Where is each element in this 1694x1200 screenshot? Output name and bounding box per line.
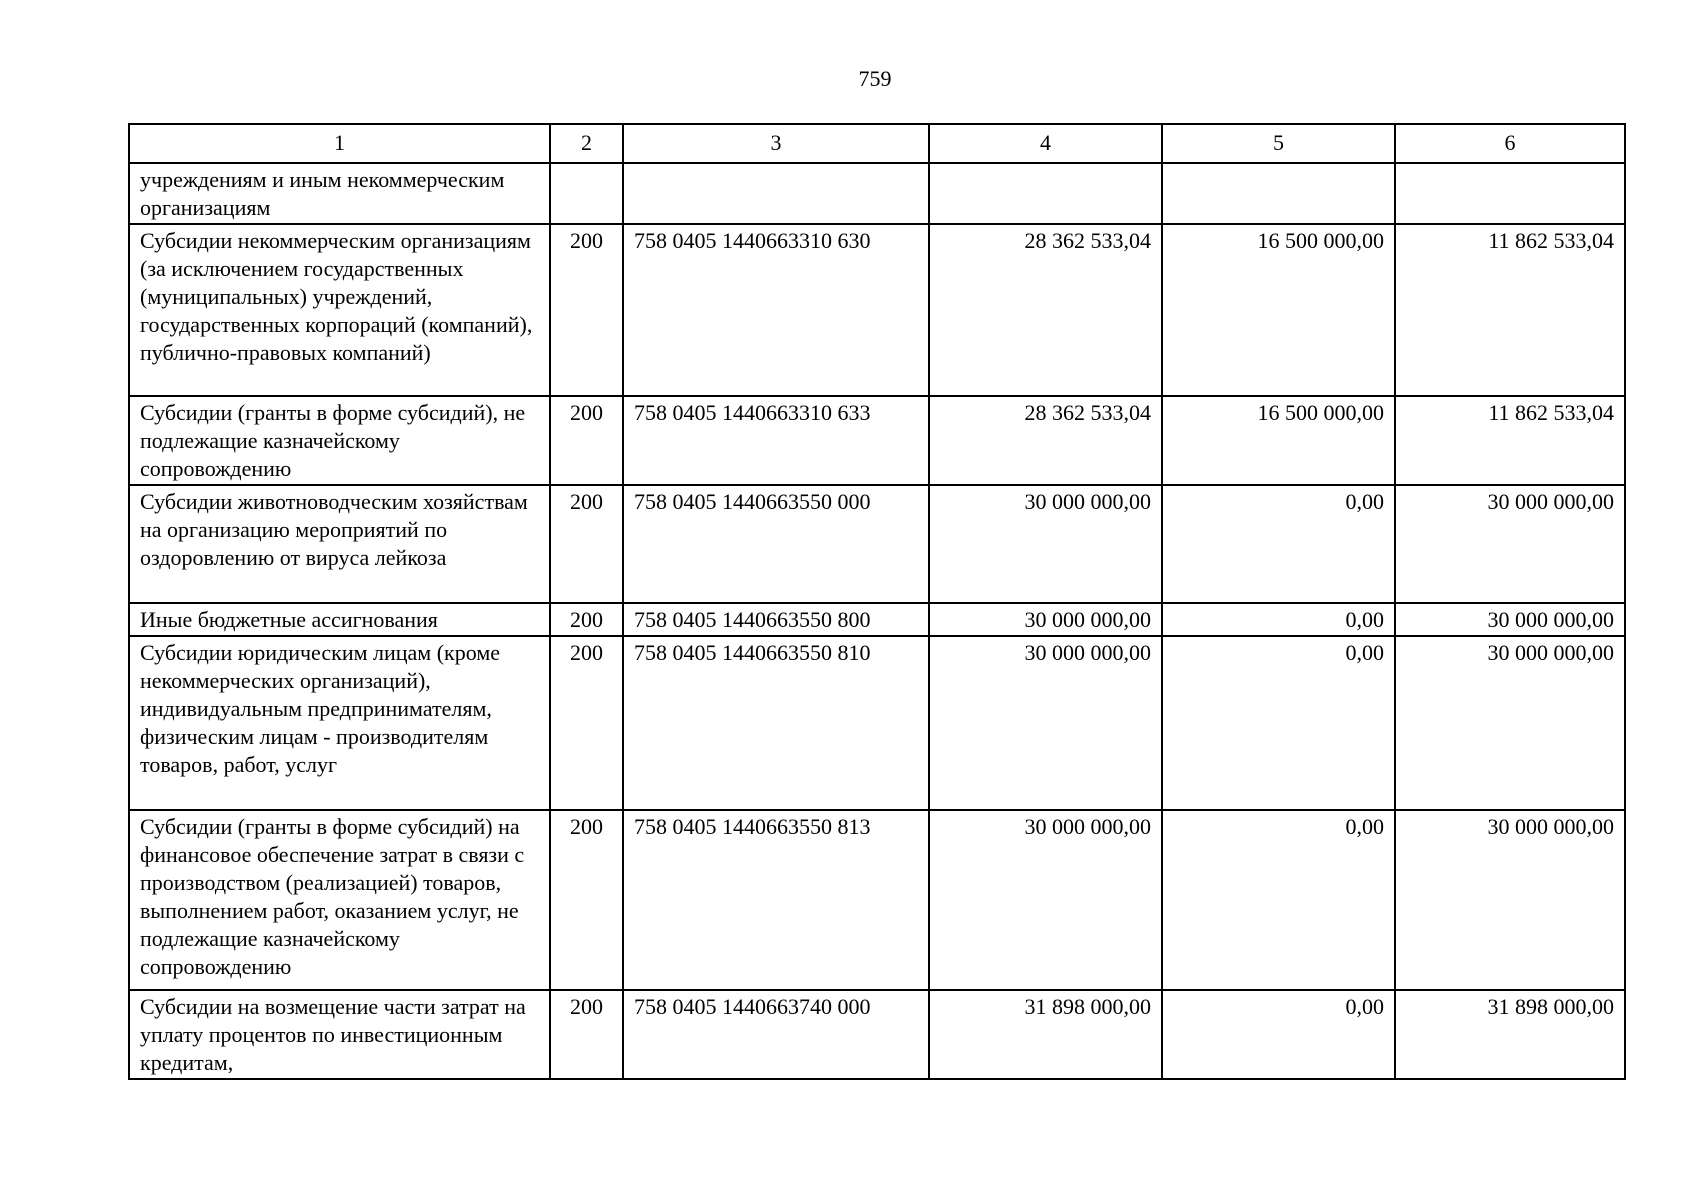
row-name-cell: учреждениям и иным некоммерческим организациям <box>129 163 550 224</box>
row-col6-cell: 30 000 000,00 <box>1395 636 1625 810</box>
page-number: 759 <box>858 66 892 91</box>
row-col6-cell: 11 862 533,04 <box>1395 396 1625 485</box>
table-body <box>129 163 1625 1079</box>
row-col6-cell: 30 000 000,00 <box>1395 485 1625 603</box>
table-row <box>129 603 1625 636</box>
table-row <box>129 990 1625 1079</box>
budget-table <box>128 123 1626 1080</box>
table-header <box>129 124 1625 163</box>
column-header-6: 6 <box>1395 124 1625 163</box>
row-col4-cell: 30 000 000,00 <box>929 810 1162 990</box>
row-name-cell: Субсидии некоммерческим организациям (за исключением государственных (муниципальных) учреждений, государственных корпораций (компаний), публично-правовых компаний) <box>129 224 550 396</box>
row-col4-cell <box>929 163 1162 224</box>
column-header-5: 5 <box>1162 124 1395 163</box>
table-row <box>129 163 1625 224</box>
row-name-cell: Иные бюджетные ассигнования <box>129 603 550 636</box>
table-row <box>129 396 1625 485</box>
row-name-cell: Субсидии на возмещение части затрат на уплату процентов по инвестиционным кредитам, <box>129 990 550 1079</box>
row-col4-cell: 30 000 000,00 <box>929 636 1162 810</box>
row-classifier-cell: 758 0405 1440663310 633 <box>623 396 929 485</box>
row-col4-cell: 30 000 000,00 <box>929 603 1162 636</box>
table-row <box>129 636 1625 810</box>
row-code-cell: 200 <box>550 636 623 810</box>
header-row <box>129 124 1625 163</box>
row-code-cell: 200 <box>550 810 623 990</box>
row-col6-cell: 30 000 000,00 <box>1395 810 1625 990</box>
row-col4-cell: 31 898 000,00 <box>929 990 1162 1079</box>
row-col5-cell: 16 500 000,00 <box>1162 396 1395 485</box>
row-code-cell <box>550 163 623 224</box>
row-col5-cell: 0,00 <box>1162 485 1395 603</box>
row-code-cell: 200 <box>550 603 623 636</box>
row-col5-cell: 0,00 <box>1162 603 1395 636</box>
row-code-cell: 200 <box>550 990 623 1079</box>
row-col5-cell: 0,00 <box>1162 636 1395 810</box>
row-col4-cell: 30 000 000,00 <box>929 485 1162 603</box>
row-classifier-cell <box>623 163 929 224</box>
row-col6-cell <box>1395 163 1625 224</box>
row-col5-cell: 0,00 <box>1162 990 1395 1079</box>
row-col5-cell: 0,00 <box>1162 810 1395 990</box>
row-col5-cell: 16 500 000,00 <box>1162 224 1395 396</box>
row-classifier-cell: 758 0405 1440663550 813 <box>623 810 929 990</box>
row-col6-cell: 31 898 000,00 <box>1395 990 1625 1079</box>
row-name-cell: Субсидии юридическим лицам (кроме некоммерческих организаций), индивидуальным предпринимателям, физическим лицам - производителям товаров, работ, услуг <box>129 636 550 810</box>
column-header-4: 4 <box>929 124 1162 163</box>
column-header-1: 1 <box>129 124 550 163</box>
row-col6-cell: 30 000 000,00 <box>1395 603 1625 636</box>
row-code-cell: 200 <box>550 396 623 485</box>
row-col4-cell: 28 362 533,04 <box>929 224 1162 396</box>
row-col4-cell: 28 362 533,04 <box>929 396 1162 485</box>
row-classifier-cell: 758 0405 1440663310 630 <box>623 224 929 396</box>
column-header-2: 2 <box>550 124 623 163</box>
row-col5-cell <box>1162 163 1395 224</box>
row-code-cell: 200 <box>550 224 623 396</box>
table-row <box>129 810 1625 990</box>
row-col6-cell: 11 862 533,04 <box>1395 224 1625 396</box>
column-header-3: 3 <box>623 124 929 163</box>
row-code-cell: 200 <box>550 485 623 603</box>
row-classifier-cell: 758 0405 1440663550 000 <box>623 485 929 603</box>
row-classifier-cell: 758 0405 1440663550 800 <box>623 603 929 636</box>
table-row <box>129 485 1625 603</box>
row-classifier-cell: 758 0405 1440663740 000 <box>623 990 929 1079</box>
row-name-cell: Субсидии (гранты в форме субсидий) на финансовое обеспечение затрат в связи с производством (реализацией) товаров, выполнением работ, оказанием услуг, не подлежащие казначейскому сопровождению <box>129 810 550 990</box>
row-classifier-cell: 758 0405 1440663550 810 <box>623 636 929 810</box>
row-name-cell: Субсидии (гранты в форме субсидий), не подлежащие казначейскому сопровождению <box>129 396 550 485</box>
table-row <box>129 224 1625 396</box>
row-name-cell: Субсидии животноводческим хозяйствам на организацию мероприятий по оздоровлению от вируса лейкоза <box>129 485 550 603</box>
